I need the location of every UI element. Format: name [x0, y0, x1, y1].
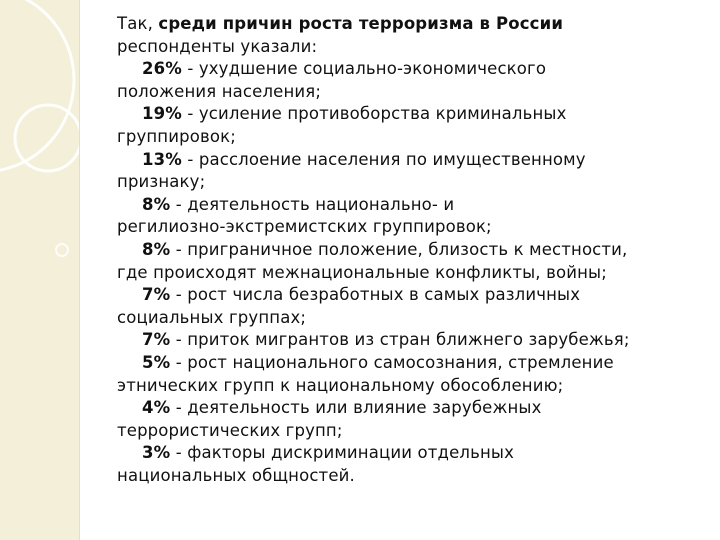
item-text: - ухудшение социально-экономического	[181, 59, 547, 79]
list-item	[117, 239, 707, 284]
list-item	[117, 352, 707, 397]
intro-emphasis: среди причин роста терроризма в России	[158, 14, 564, 33]
slide-text	[117, 13, 707, 487]
item-percent: 7%	[142, 285, 171, 305]
item-continuation: социальных группах;	[117, 307, 307, 327]
item-percent: 19%	[142, 104, 182, 124]
list-item	[117, 284, 707, 329]
item-percent: 7%	[142, 330, 171, 350]
item-percent: 8%	[142, 239, 171, 259]
item-percent: 3%	[142, 443, 171, 463]
item-continuation: признаку;	[117, 172, 206, 192]
list-item	[117, 103, 707, 148]
decorative-circles	[0, 0, 79, 540]
item-continuation: группировок;	[117, 126, 236, 146]
list-item	[117, 442, 707, 487]
item-percent: 26%	[142, 59, 182, 79]
item-percent: 4%	[142, 398, 171, 418]
item-percent: 13%	[142, 149, 182, 169]
item-continuation: террористических групп;	[117, 420, 343, 440]
item-continuation: положения населения;	[117, 81, 322, 101]
intro-line	[117, 13, 707, 36]
item-text: - деятельность или влияние зарубежных	[170, 398, 542, 418]
intro-lead: Так,	[117, 14, 159, 33]
intro-continuation: респонденты указали:	[117, 36, 318, 56]
item-continuation: где происходят межнациональные конфликты, войны;	[117, 262, 607, 282]
item-text: - рост числа безработных в самых различных	[170, 285, 581, 305]
item-text: - расслоение населения по имущественному	[181, 149, 586, 169]
list-item	[117, 397, 707, 442]
item-percent: 5%	[142, 352, 171, 372]
item-text: - приток мигрантов из стран ближнего зарубежья;	[170, 330, 630, 350]
list-item	[117, 58, 707, 103]
list-item	[117, 149, 707, 194]
item-continuation: этнических групп к национальному обособлению;	[117, 375, 564, 395]
item-continuation: национальных общностей.	[117, 465, 355, 485]
item-percent: 8%	[142, 194, 171, 214]
item-text: - деятельность национально- и	[170, 194, 455, 214]
list-item	[117, 194, 707, 239]
decorative-side-panel	[0, 0, 80, 540]
item-text: - факторы дискриминации отдельных	[170, 443, 514, 463]
item-text: - приграничное положение, близость к местности,	[170, 239, 628, 259]
list-item	[117, 329, 707, 352]
item-continuation: регилиозно-экстремистских группировок;	[117, 217, 492, 237]
item-text: - усиление противоборства криминальных	[181, 104, 567, 124]
item-text: - рост национального самосознания, стремление	[170, 352, 614, 372]
